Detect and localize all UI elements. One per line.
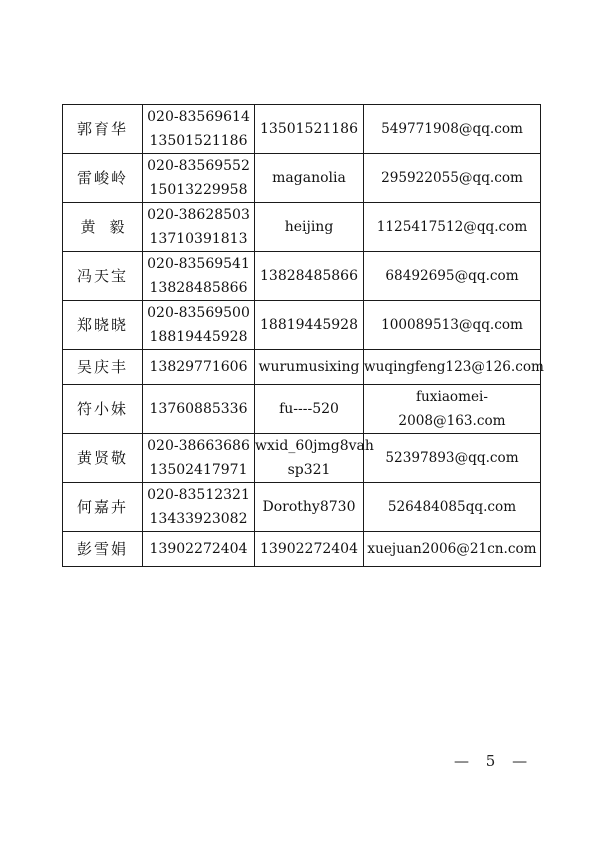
contact-email: 100089513@qq.com <box>364 301 541 350</box>
contact-wechat <box>255 252 364 301</box>
phone-number: 13829771606 <box>149 359 248 375</box>
contact-name: 黄贤敬 <box>63 434 143 483</box>
page-number: — 5 — <box>454 752 534 770</box>
wechat-id: 18819445928 <box>260 317 358 333</box>
contact-phones <box>143 532 255 567</box>
contact-phones <box>143 203 255 252</box>
table-row <box>63 252 541 301</box>
contact-wechat <box>255 385 364 434</box>
phone-number: 020-83512321 <box>147 487 250 503</box>
phone-number: 020-38628503 <box>147 207 250 223</box>
contact-wechat <box>255 301 364 350</box>
contact-wechat <box>255 105 364 154</box>
contact-wechat <box>255 350 364 385</box>
contact-email: 549771908@qq.com <box>364 105 541 154</box>
phone-number: 13760885336 <box>149 401 248 417</box>
table-row <box>63 301 541 350</box>
contacts-table <box>62 104 544 567</box>
contact-phones <box>143 154 255 203</box>
phone-number: 020-83569614 <box>147 109 250 125</box>
contacts-table-body <box>63 105 544 567</box>
wechat-id: heijing <box>284 219 334 235</box>
phone-number: 13902272404 <box>149 541 248 557</box>
contact-name: 何嘉卉 <box>63 483 143 532</box>
wechat-id: wurumusixing <box>258 359 360 375</box>
contact-email: 295922055@qq.com <box>364 154 541 203</box>
phone-number: 13501521186 <box>149 133 248 149</box>
wechat-id: sp321 <box>287 462 331 478</box>
wechat-id: maganolia <box>272 170 346 186</box>
contact-wechat <box>255 154 364 203</box>
table-row <box>63 434 541 483</box>
contact-email: 68492695@qq.com <box>364 252 541 301</box>
contact-name: 雷峻岭 <box>63 154 143 203</box>
contact-name: 符小妹 <box>63 385 143 434</box>
phone-number: 13828485866 <box>149 280 248 296</box>
contact-email: fuxiaomei-2008@163.com <box>364 385 541 434</box>
wechat-id: 13501521186 <box>260 121 358 137</box>
wechat-id: fu----520 <box>279 401 339 417</box>
contact-name: 彭雪娟 <box>63 532 143 567</box>
phone-number: 18819445928 <box>149 329 248 345</box>
wechat-id: wxid_60jmg8vah <box>255 438 374 454</box>
table-row <box>63 203 541 252</box>
table-row <box>63 105 541 154</box>
contact-wechat <box>255 483 364 532</box>
contact-phones <box>143 301 255 350</box>
contact-phones <box>143 350 255 385</box>
phone-number: 13433923082 <box>149 511 248 527</box>
contact-name: 冯天宝 <box>63 252 143 301</box>
contact-name: 黄毅 <box>63 203 143 252</box>
table-row <box>63 483 541 532</box>
contact-wechat <box>255 434 374 483</box>
wechat-id: Dorothy8730 <box>262 499 356 515</box>
phone-number: 020-83569541 <box>147 256 250 272</box>
contact-wechat <box>255 203 364 252</box>
table-row <box>63 385 541 434</box>
contact-email: wuqingfeng123@126.com <box>364 350 541 385</box>
contact-name: 吴庆丰 <box>63 350 143 385</box>
contact-phones <box>143 483 255 532</box>
contact-name: 郭育华 <box>63 105 143 154</box>
contact-email: 52397893@qq.com <box>364 434 541 483</box>
phone-number: 020-83569500 <box>147 305 250 321</box>
phone-number: 15013229958 <box>149 182 248 198</box>
phone-number: 020-83569552 <box>147 158 250 174</box>
phone-number: 13710391813 <box>149 231 248 247</box>
table-row <box>63 350 541 385</box>
table-row <box>63 532 541 567</box>
contact-email: 526484085qq.com <box>364 483 541 532</box>
contact-wechat <box>255 532 364 567</box>
contact-phones <box>143 252 255 301</box>
contact-name: 郑晓晓 <box>63 301 143 350</box>
contact-email: 1125417512@qq.com <box>364 203 541 252</box>
contact-email: xuejuan2006@21cn.com <box>364 532 541 567</box>
table-row <box>63 154 541 203</box>
phone-number: 020-38663686 <box>147 438 250 454</box>
phone-number: 13502417971 <box>149 462 248 478</box>
contact-phones <box>143 105 255 154</box>
contact-phones <box>143 434 255 483</box>
wechat-id: 13902272404 <box>260 541 358 557</box>
wechat-id: 13828485866 <box>260 268 358 284</box>
contact-phones <box>143 385 255 434</box>
